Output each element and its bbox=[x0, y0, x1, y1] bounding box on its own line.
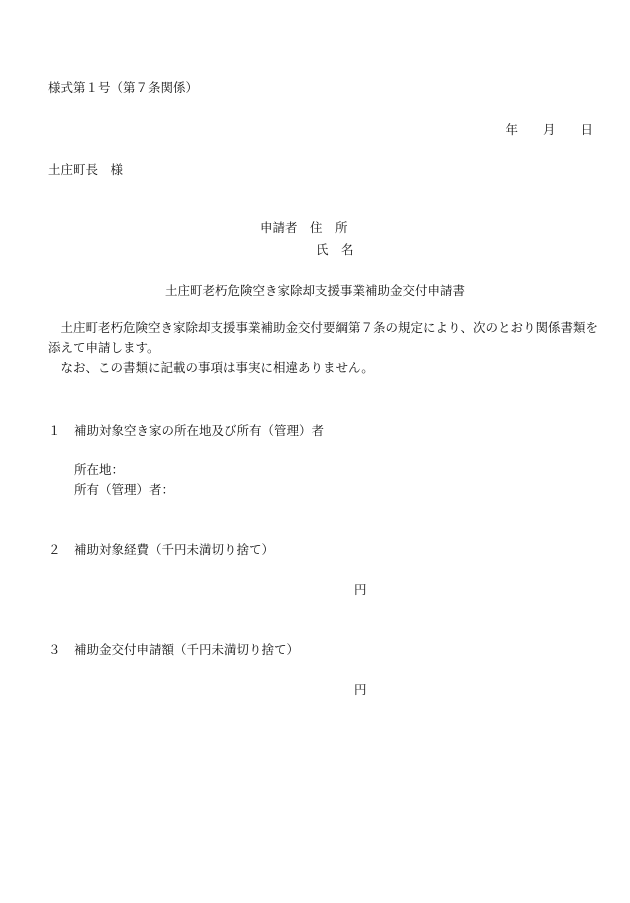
item-1-number: １ bbox=[48, 423, 61, 438]
item-3-number: ３ bbox=[48, 642, 61, 657]
item-2-number: ２ bbox=[48, 542, 61, 557]
body-paragraph-2: なお、この書類に記載の事項は事実に相違ありません。 bbox=[48, 360, 374, 375]
item-2-heading: 補助対象経費（千円未満切り捨て） bbox=[74, 542, 275, 557]
item-1-owner-label: 所有（管理）者： bbox=[74, 482, 175, 497]
document-title: 土庄町老朽危険空き家除却支援事業補助金交付申請書 bbox=[164, 283, 465, 298]
item-3-heading: 補助金交付申請額（千円未満切り捨て） bbox=[74, 642, 300, 657]
item-2-unit: 円 bbox=[354, 582, 367, 597]
applicant-name-label: 氏 名 bbox=[316, 242, 354, 257]
date-line: 年 月 日 bbox=[505, 122, 593, 137]
form-number: 様式第１号（第７条関係） bbox=[48, 80, 199, 95]
item-3-unit: 円 bbox=[354, 682, 367, 697]
applicant-address-label: 申請者 住 所 bbox=[260, 220, 348, 235]
item-1-heading: 補助対象空き家の所在地及び所有（管理）者 bbox=[74, 423, 325, 438]
item-1-location-label: 所在地： bbox=[74, 462, 125, 477]
body-paragraph-1: 土庄町老朽危険空き家除却支援事業補助金交付要綱第７条の規定により、次のとおり関係書類を添えて申請します。 bbox=[48, 320, 599, 355]
addressee: 土庄町長 様 bbox=[48, 162, 124, 177]
